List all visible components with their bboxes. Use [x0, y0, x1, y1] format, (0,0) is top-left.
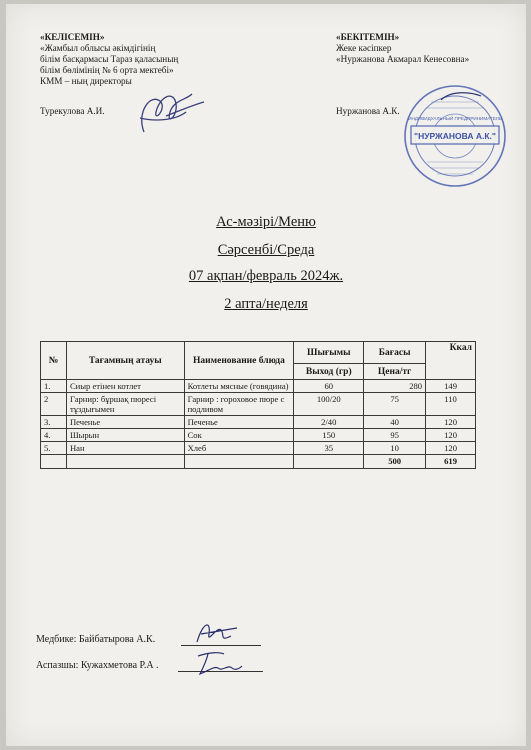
row-name-ru: Гарнир : гороховое пюре с подливом — [184, 393, 294, 416]
left-signer-name: Турекулова А.И. — [40, 106, 105, 116]
left-header-line: білім бөлімінің № 6 орта мектебі» — [40, 65, 174, 75]
header-price-kz: Бағасы — [364, 342, 426, 364]
row-name-ru: Печенье — [184, 416, 294, 429]
table-row — [41, 380, 476, 393]
left-header-title: «КЕЛІСЕМІН» — [40, 32, 105, 42]
table-row — [41, 442, 476, 455]
stamp-seal-icon — [401, 82, 509, 190]
document-sheet — [6, 4, 526, 746]
menu-table — [40, 341, 476, 469]
approval-block-right — [336, 32, 469, 65]
total-row — [41, 455, 476, 469]
right-signer-name: Нуржанова А.К. — [336, 106, 400, 116]
header-price-ru: Цена/тг — [364, 364, 426, 380]
row-price: 10 — [364, 442, 426, 455]
header-name-kz: Тағамның атауы — [66, 342, 184, 380]
approval-block-left — [40, 32, 178, 87]
row-num: 2 — [41, 393, 67, 416]
row-name-kz: Сиыр етінен котлет — [66, 380, 184, 393]
row-num: 3. — [41, 416, 67, 429]
header-num: № — [41, 342, 67, 380]
row-name-kz: Печенье — [66, 416, 184, 429]
row-yield: 100/20 — [294, 393, 364, 416]
left-header-line: «Жамбыл облысы әкімдігінің — [40, 43, 156, 53]
row-kcal: 120 — [426, 429, 476, 442]
row-price: 95 — [364, 429, 426, 442]
nurse-label: Медбике: Байбатырова А.К. — [36, 634, 156, 645]
row-yield: 2/40 — [294, 416, 364, 429]
row-yield: 150 — [294, 429, 364, 442]
row-kcal: 149 — [426, 380, 476, 393]
menu-title: Ас-мәзірі/Меню — [216, 214, 316, 230]
row-price: 280 — [364, 380, 426, 393]
row-price: 40 — [364, 416, 426, 429]
row-num: 4. — [41, 429, 67, 442]
row-yield: 60 — [294, 380, 364, 393]
row-name-ru: Котлеты мясные (говядина) — [184, 380, 294, 393]
nurse-signature — [191, 616, 241, 650]
left-header-line: КММ – ның директоры — [40, 76, 132, 86]
table-row — [41, 393, 476, 416]
table-row — [41, 416, 476, 429]
cook-signature — [194, 648, 244, 678]
row-kcal: 120 — [426, 416, 476, 429]
stamp-ring-text: ИНДИВИДУАЛЬНЫЙ ПРЕДПРИНИМАТЕЛЬ — [408, 116, 502, 121]
row-name-ru: Сок — [184, 429, 294, 442]
total-kcal: 619 — [426, 455, 476, 469]
stamp-center-text: "НУРЖАНОВА А.К." — [414, 131, 496, 141]
row-name-kz: Шырын — [66, 429, 184, 442]
row-kcal: 110 — [426, 393, 476, 416]
row-price: 75 — [364, 393, 426, 416]
header-yield-kz: Шығымы — [294, 342, 364, 364]
header-kcal: Ккал — [426, 342, 476, 380]
director-signature — [126, 82, 206, 142]
day-title: Сәрсенбі/Среда — [217, 242, 315, 258]
row-kcal: 120 — [426, 442, 476, 455]
left-header-line: білім басқармасы Тараз қаласының — [40, 54, 179, 64]
right-header-line: «Нуржанова Акмарал Кенесовна» — [336, 54, 470, 64]
right-header-line: Жеке кәсіпкер — [336, 43, 392, 53]
header-name-ru: Наименование блюда — [184, 342, 294, 380]
date-title: 07 ақпан/февраль 2024ж. — [188, 268, 344, 284]
entrepreneur-stamp — [401, 82, 509, 190]
cook-label: Аспазшы: Кужахметова Р.А . — [36, 660, 159, 671]
total-price: 500 — [364, 455, 426, 469]
row-name-kz: Нан — [66, 442, 184, 455]
week-title: 2 апта/неделя — [224, 296, 308, 312]
row-yield: 35 — [294, 442, 364, 455]
row-name-kz: Гарнир: бұршақ пюресі тұздығымен — [66, 393, 184, 416]
row-num: 1. — [41, 380, 67, 393]
row-name-ru: Хлеб — [184, 442, 294, 455]
header-yield-ru: Выход (гр) — [294, 364, 364, 380]
row-num: 5. — [41, 442, 67, 455]
table-row — [41, 429, 476, 442]
right-header-title: «БЕКІТЕМІН» — [336, 32, 400, 42]
